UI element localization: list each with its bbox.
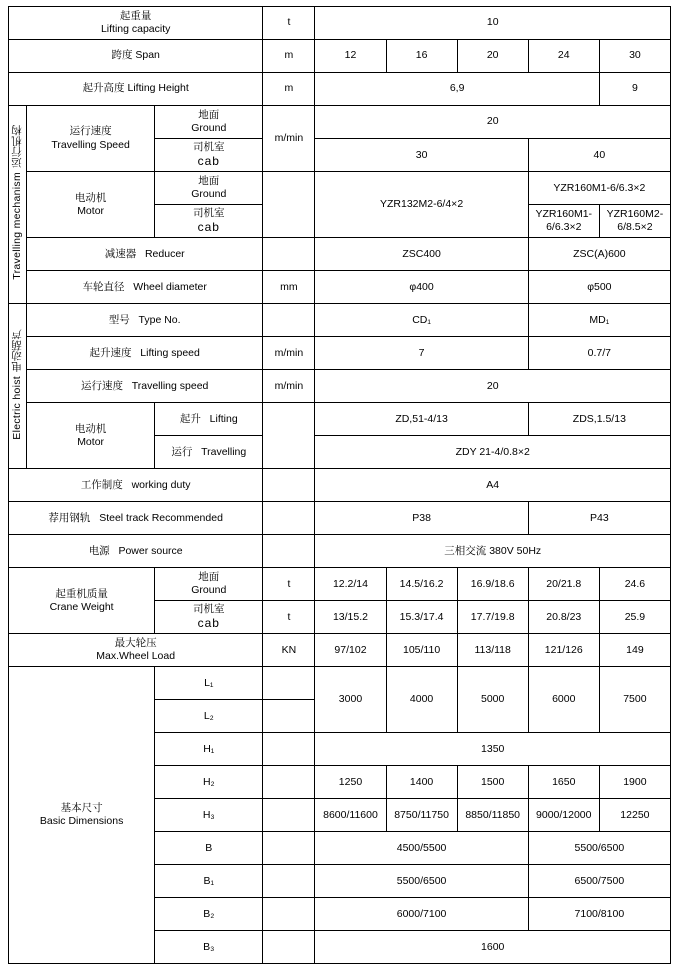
table-row — [9, 40, 671, 73]
sub-label-ground — [155, 106, 263, 139]
value-cell: 5500/6500 — [528, 832, 670, 865]
sub-label-en: Travelling — [201, 445, 247, 458]
unit-cell-empty — [263, 535, 315, 568]
label-en: Motor — [77, 204, 105, 217]
label-en: Lifting speed — [140, 346, 200, 359]
row-label-hoist-motor — [27, 403, 155, 469]
sub-label-cn: 地面 — [198, 108, 220, 121]
unit-cell: m/min — [263, 337, 315, 370]
table-row — [9, 271, 671, 304]
sub-label-cab — [155, 139, 263, 172]
value-cell: 1600 — [315, 931, 671, 964]
value-cell: 16.9/18.6 — [457, 568, 528, 601]
unit-cell-empty — [263, 304, 315, 337]
value-cell: 1900 — [599, 766, 670, 799]
value-cell: 12 — [315, 40, 386, 73]
value-cell: 1350 — [315, 733, 671, 766]
sub-label-cn: 起升 — [179, 412, 201, 425]
value-cell: ZSC400 — [315, 238, 528, 271]
value-cell: 7 — [315, 337, 528, 370]
value-cell: 40 — [528, 139, 670, 172]
table-row — [9, 304, 671, 337]
table-row — [9, 7, 671, 40]
value-cell: 10 — [315, 7, 671, 40]
group-label-electric-hoist — [9, 304, 27, 469]
value-cell: 三相交流 380V 50Hz — [315, 535, 671, 568]
value-cell: 5500/6500 — [315, 865, 528, 898]
label-en: working duty — [131, 478, 191, 491]
row-label-steel-track — [9, 502, 263, 535]
value-cell: ZDY 21-4/0.8×2 — [315, 436, 671, 469]
table-row — [9, 535, 671, 568]
group-label-en: Electric hoist — [11, 375, 24, 440]
value-cell: 5000 — [457, 667, 528, 733]
row-label-lifting-height — [9, 73, 263, 106]
label-cn: 起升高度 — [82, 82, 125, 95]
dim-label: H₂ — [155, 766, 263, 799]
label-cn: 工作制度 — [80, 478, 123, 491]
label-cn: 电动机 — [74, 422, 107, 435]
sub-label-cn: 运行 — [171, 445, 193, 458]
unit-cell: t — [263, 7, 315, 40]
label-en: Travelling Speed — [51, 138, 130, 151]
unit-cell: m — [263, 73, 315, 106]
table-row — [9, 469, 671, 502]
unit-cell: m/min — [263, 370, 315, 403]
table-row — [9, 502, 671, 535]
value-cell: 4000 — [386, 667, 457, 733]
group-label-en: Basic Dimensions — [39, 815, 124, 828]
table-row — [9, 337, 671, 370]
value-cell: 16 — [386, 40, 457, 73]
unit-cell: t — [263, 601, 315, 634]
table-row — [9, 106, 671, 139]
dim-label: H₁ — [155, 733, 263, 766]
row-label-hoist-lifting-speed — [27, 337, 263, 370]
value-cell: 12250 — [599, 799, 670, 832]
label-cn: 减速器 — [104, 247, 137, 260]
value-cell: 24.6 — [599, 568, 670, 601]
label-en: Power source — [118, 544, 183, 557]
row-label-working-duty — [9, 469, 263, 502]
unit-cell: mm — [263, 271, 315, 304]
value-cell: 9 — [599, 73, 670, 106]
sub-label-en: Ground — [191, 122, 227, 134]
unit-cell-empty — [263, 898, 315, 931]
label-en: Max.Wheel Load — [96, 650, 176, 663]
sub-label-cab — [155, 601, 263, 634]
value-cell: 14.5/16.2 — [386, 568, 457, 601]
dim-label: B₂ — [155, 898, 263, 931]
label-en: Lifting Height — [127, 82, 189, 95]
sub-label-travelling — [155, 436, 263, 469]
unit-cell-empty — [263, 799, 315, 832]
value-cell: 7100/8100 — [528, 898, 670, 931]
group-label-basic-dimensions — [9, 667, 155, 964]
table-row — [9, 667, 671, 700]
sub-label-en: cab — [197, 616, 220, 631]
sub-label-lifting — [155, 403, 263, 436]
value-cell: 0.7/7 — [528, 337, 670, 370]
unit-cell-empty — [263, 238, 315, 271]
dim-label: L₂ — [155, 700, 263, 733]
value-cell: φ400 — [315, 271, 528, 304]
value-cell: 1650 — [528, 766, 599, 799]
label-cn: 运行速度 — [80, 379, 123, 392]
group-label-cn: 电动葫芦 — [11, 328, 24, 372]
unit-cell-empty — [263, 700, 315, 733]
unit-cell-empty — [263, 733, 315, 766]
value-cell: 13/15.2 — [315, 601, 386, 634]
label-en: Lifting capacity — [100, 23, 171, 35]
unit-cell-empty — [263, 667, 315, 700]
crane-specification-table — [8, 6, 671, 964]
label-cn: 最大轮压 — [114, 637, 157, 650]
value-cell: 20 — [315, 106, 671, 139]
unit-cell: m — [263, 40, 315, 73]
label-en: Type No. — [138, 313, 181, 326]
row-label-crane-weight — [9, 568, 155, 634]
unit-cell-empty — [263, 832, 315, 865]
label-cn: 跨度 — [111, 49, 133, 62]
value-cell: CD₁ — [315, 304, 528, 337]
value-cell: 6000 — [528, 667, 599, 733]
label-en: Motor — [77, 435, 105, 448]
dim-label: B₁ — [155, 865, 263, 898]
row-label-travelling-speed — [27, 106, 155, 172]
dim-label: B₃ — [155, 931, 263, 964]
row-label-power-source — [9, 535, 263, 568]
value-cell: 105/110 — [386, 634, 457, 667]
table-row — [9, 403, 671, 436]
value-cell: YZR132M2-6/4×2 — [315, 172, 528, 238]
value-cell: 1250 — [315, 766, 386, 799]
unit-cell-empty — [263, 469, 315, 502]
unit-cell: t — [263, 568, 315, 601]
value-cell: φ500 — [528, 271, 670, 304]
group-label-travelling-mechanism — [9, 106, 27, 304]
label-cn: 运行速度 — [69, 125, 112, 138]
row-label-hoist-travelling-speed — [27, 370, 263, 403]
value-cell: 8750/11750 — [386, 799, 457, 832]
value-cell: YZR160M1-6/6.3×2 — [528, 205, 599, 238]
label-en: Crane Weight — [49, 600, 114, 613]
sub-label-ground — [155, 172, 263, 205]
sub-label-en: cab — [197, 154, 220, 169]
group-label-cn: 基本尺寸 — [60, 802, 103, 815]
label-cn: 起重量 — [119, 9, 152, 22]
label-cn: 型号 — [108, 313, 130, 326]
sub-label-cn: 司机室 — [193, 603, 225, 616]
value-cell: YZR160M2-6/8.5×2 — [599, 205, 670, 238]
label-en: Reducer — [144, 247, 185, 260]
value-cell: 6000/7100 — [315, 898, 528, 931]
value-cell: ZSC(A)600 — [528, 238, 670, 271]
value-cell: P38 — [315, 502, 528, 535]
label-cn: 电动机 — [74, 191, 107, 204]
label-cn: 电源 — [88, 544, 110, 557]
label-en: Travelling speed — [131, 379, 209, 392]
label-en: Span — [135, 49, 160, 62]
value-cell: 15.3/17.4 — [386, 601, 457, 634]
sub-label-en: cab — [197, 220, 220, 235]
label-en: Wheel diameter — [133, 280, 207, 293]
row-label-motor — [27, 172, 155, 238]
label-cn: 车轮直径 — [82, 280, 125, 293]
table-row — [9, 634, 671, 667]
value-cell: 30 — [315, 139, 528, 172]
sub-label-en: Lifting — [209, 412, 238, 425]
group-label-cn: 运行机构 — [11, 125, 24, 169]
row-label-wheel-diameter — [27, 271, 263, 304]
sub-label-ground — [155, 568, 263, 601]
value-cell: 8600/11600 — [315, 799, 386, 832]
unit-cell-empty — [263, 502, 315, 535]
value-cell: 6500/7500 — [528, 865, 670, 898]
row-label-hoist-type — [27, 304, 263, 337]
value-cell: ZDS,1.5/13 — [528, 403, 670, 436]
value-cell: 97/102 — [315, 634, 386, 667]
table-row — [9, 370, 671, 403]
row-label-lifting-capacity — [9, 7, 263, 40]
table-row — [9, 568, 671, 601]
label-cn: 荐用钢轨 — [48, 511, 91, 524]
value-cell: 30 — [599, 40, 670, 73]
unit-cell: KN — [263, 634, 315, 667]
value-cell: P43 — [528, 502, 670, 535]
value-cell: 20 — [315, 370, 671, 403]
value-cell: 20/21.8 — [528, 568, 599, 601]
row-label-max-wheel-load — [9, 634, 263, 667]
value-cell: 9000/12000 — [528, 799, 599, 832]
value-cell: A4 — [315, 469, 671, 502]
sub-label-cn: 司机室 — [193, 141, 225, 153]
value-cell: 8850/11850 — [457, 799, 528, 832]
value-cell: 1400 — [386, 766, 457, 799]
row-label-span — [9, 40, 263, 73]
value-cell: 12.2/14 — [315, 568, 386, 601]
unit-cell-empty — [263, 403, 315, 469]
value-cell: 3000 — [315, 667, 386, 733]
value-cell: 20.8/23 — [528, 601, 599, 634]
label-cn: 起升速度 — [89, 346, 132, 359]
value-cell: YZR160M1-6/6.3×2 — [528, 172, 670, 205]
value-cell: 4500/5500 — [315, 832, 528, 865]
table-row — [9, 73, 671, 106]
value-cell: 6,9 — [315, 73, 599, 106]
value-cell: ZD,51-4/13 — [315, 403, 528, 436]
value-cell: 121/126 — [528, 634, 599, 667]
sub-label-en: Ground — [191, 188, 227, 201]
sub-label-cn: 司机室 — [193, 207, 225, 220]
sub-label-cab — [155, 205, 263, 238]
unit-cell-empty — [263, 931, 315, 964]
sub-label-cn: 地面 — [198, 571, 220, 584]
value-cell: 25.9 — [599, 601, 670, 634]
dim-label: H₃ — [155, 799, 263, 832]
unit-cell-empty — [263, 766, 315, 799]
unit-cell-empty — [263, 865, 315, 898]
label-cn: 起重机质量 — [55, 587, 108, 600]
label-en: Steel track Recommended — [99, 511, 223, 524]
unit-cell: m/min — [263, 106, 315, 172]
dim-label: L₁ — [155, 667, 263, 700]
group-label-en: Travelling mechanism — [11, 172, 24, 281]
value-cell: MD₁ — [528, 304, 670, 337]
row-label-reducer — [27, 238, 263, 271]
value-cell: 7500 — [599, 667, 670, 733]
sub-label-en: Ground — [191, 584, 227, 597]
value-cell: 24 — [528, 40, 599, 73]
value-cell: 113/118 — [457, 634, 528, 667]
value-cell: 149 — [599, 634, 670, 667]
value-cell: 17.7/19.8 — [457, 601, 528, 634]
value-cell: 20 — [457, 40, 528, 73]
sub-label-cn: 地面 — [198, 175, 220, 187]
value-cell: 1500 — [457, 766, 528, 799]
table-row — [9, 172, 671, 205]
table-row — [9, 238, 671, 271]
unit-cell-empty — [263, 172, 315, 238]
dim-label: B — [155, 832, 263, 865]
